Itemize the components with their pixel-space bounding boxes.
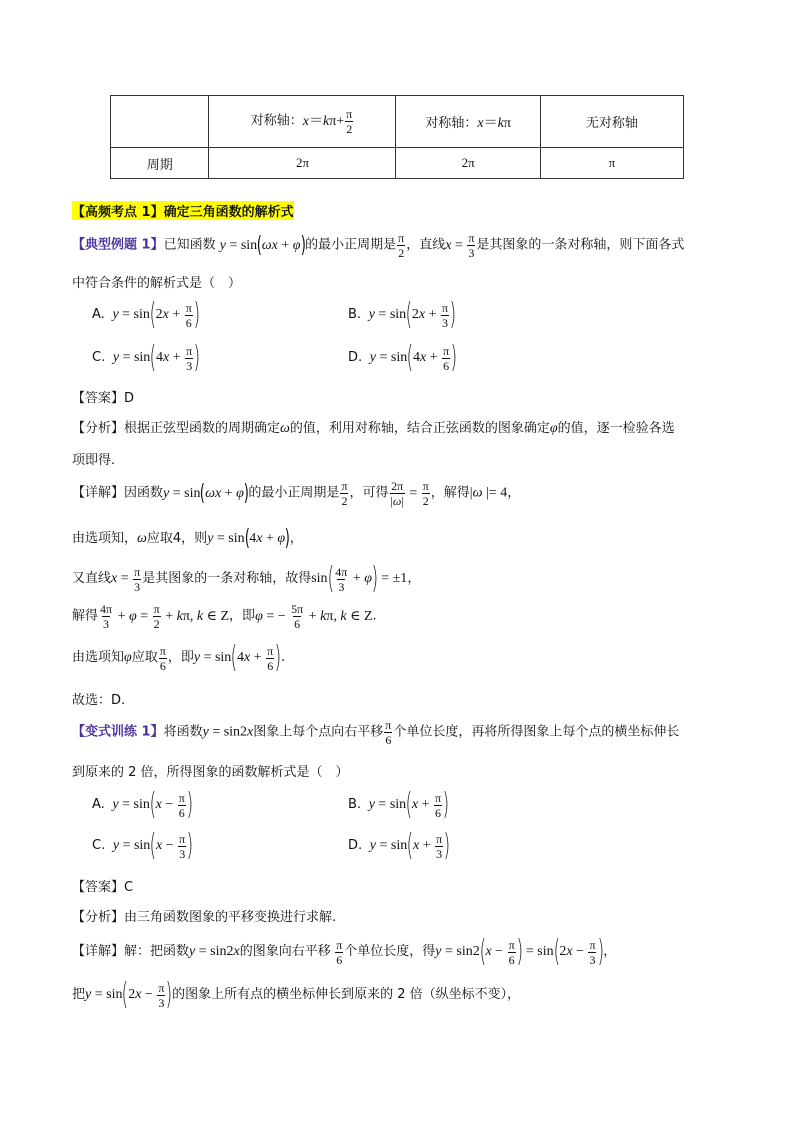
- final-choice-1: 故选：D.: [72, 693, 126, 708]
- detail-1-line5: 由选项知φ应取 $\frac{\pi}{6}$ ，即y = sin(4x + $\frac{\pi}{6}$ ).: [72, 640, 286, 675]
- option-c: C. y = sin(4x + $\frac{\pi}{3}$ ): [92, 340, 201, 375]
- example-question-line2: 中符合条件的解析式是（ ）: [72, 276, 242, 291]
- detail-1-line4: 解得 $\frac{4\pi}{3}$ + φ = $\frac{\pi}{2}$ + kπ, k ∈ Z，即φ = − $\frac{5\pi}{6}$ + kπ, k ∈ Z.: [72, 602, 377, 631]
- symmetry-table: [110, 95, 684, 179]
- detail-1-line2: 由选项知，ω应取4，则y = sin(4x + φ)，: [72, 525, 303, 551]
- table-cell-axis-1: 对称轴：x＝kπ+ $\frac{\pi}{2}$: [209, 96, 396, 148]
- exercise-option-b: B. y = sin(x + $\frac{\pi}{6}$ ): [348, 787, 450, 822]
- analysis-1-line1: 【分析】根据正弦型函数的周期确定ω的值，利用对称轴，结合正弦函数的图象确定φ的值，逐一检验各选: [72, 421, 675, 436]
- detail-2-line1: 【详解】解：把函数y = sin2x的图象向右平移 $\frac{\pi}{6}$ 个单位长度，得y = sin2(x − $\frac{\pi}{6}$ ) = sin(2x − $\frac{\pi}{3}$ )，: [72, 934, 617, 969]
- detail-2-line2: 把y = sin(2x − $\frac{\pi}{3}$ )的图象上所有点的横坐标伸长到原来的 2 倍（纵坐标不变），: [72, 977, 521, 1012]
- example-question-line1: 【典型例题 1】已知函数 y = sin(ωx + φ)的最小正周期是 $\frac{\pi}{2}$ ，直线x = $\frac{\pi}{3}$ 是其图象的一条对称轴，则下面各式: [72, 231, 685, 260]
- table-cell-period-1: 2π: [209, 148, 396, 179]
- answer-2: 【答案】C: [72, 880, 134, 895]
- option-d: D. y = sin(4x + $\frac{\pi}{6}$ ): [348, 340, 458, 375]
- exercise-question-line2: 到原来的 2 倍，所得图象的函数解析式是（ ）: [72, 765, 349, 780]
- exercise-option-d: D. y = sin(x + $\frac{\pi}{3}$ ): [348, 828, 451, 863]
- detail-1-line3: 又直线x = $\frac{\pi}{3}$ 是其图象的一条对称轴，故得sin( $\frac{4\pi}{3}$ + φ) = ±1，: [72, 561, 421, 596]
- table-cell-axis-3: 无对称轴: [540, 96, 683, 148]
- table-row-label-period: 周期: [111, 148, 209, 179]
- detail-1-line1: 【详解】因函数y = sin(ωx + φ)的最小正周期是 $\frac{\pi}{2}$ ，可得 $\frac{2\pi}{|\omega|}$ = $\frac{\pi}{2}$ ，解得|ω |= 4，: [72, 479, 521, 508]
- answer-1: 【答案】D: [72, 391, 135, 406]
- exercise-option-c: C. y = sin(x − $\frac{\pi}{3}$ ): [92, 828, 194, 863]
- analysis-2: 【分析】由三角函数图象的平移变换进行求解.: [72, 910, 337, 925]
- exercise-question-line1: 【变式训练 1】将函数y = sin2x图象上每个点向右平移 $\frac{\pi}{6}$ 个单位长度，再将所得图象上每个点的横坐标伸长: [72, 718, 680, 747]
- option-a: A. y = sin(2x + $\frac{\pi}{6}$ ): [92, 297, 200, 332]
- option-b: B. y = sin(2x + $\frac{\pi}{3}$ ): [348, 297, 457, 332]
- section-heading: 【高频考点 1】确定三角函数的解析式: [72, 201, 294, 220]
- exercise-option-a: A. y = sin(x − $\frac{\pi}{6}$ ): [92, 787, 193, 822]
- table-cell-axis-2: 对称轴：x＝kπ: [396, 96, 540, 148]
- table-header-empty: [111, 96, 209, 148]
- table-cell-period-3: π: [540, 148, 683, 179]
- table-cell-period-2: 2π: [396, 148, 540, 179]
- analysis-1-line2: 项即得.: [72, 453, 116, 468]
